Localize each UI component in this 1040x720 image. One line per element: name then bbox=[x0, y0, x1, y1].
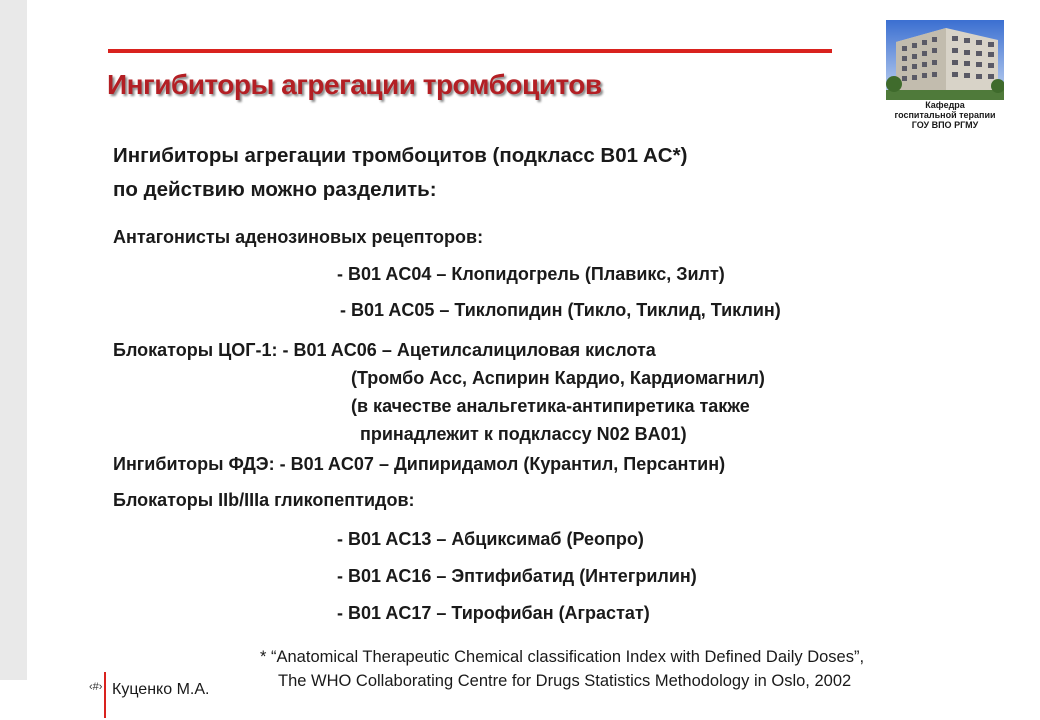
footnote-line: * “Anatomical Therapeutic Chemical classification Index with Defined Daily Doses”, bbox=[260, 648, 865, 666]
logo-caption bbox=[880, 100, 1010, 130]
gp-item: - B01 AC17 – Тирофибан (Аграстат) bbox=[337, 603, 650, 623]
author-name: Куценко М.А. bbox=[112, 681, 210, 698]
cox-line: (в качестве анальгетика-антипиретика также bbox=[351, 396, 750, 416]
adenosine-header: Антагонисты аденозиновых рецепторов: bbox=[113, 227, 484, 247]
left-margin-strip bbox=[0, 0, 27, 680]
adenosine-item: - B01 AC05 – Тиклопидин (Тикло, Тиклид, Тиклин) bbox=[340, 300, 781, 320]
footer-rule bbox=[104, 672, 106, 718]
slide-title: Ингибиторы агрегации тромбоцитов bbox=[107, 69, 602, 100]
cox-line: принадлежит к подклассу N02 BA01) bbox=[360, 424, 687, 444]
logo-caption-line: госпитальной терапии bbox=[894, 110, 996, 120]
title-top-rule bbox=[108, 49, 832, 53]
gp-item: - B01 AC16 – Эптифибатид (Интегрилин) bbox=[337, 566, 697, 586]
footnote-line: The WHO Collaborating Centre for Drugs Statistics Methodology in Oslo, 2002 bbox=[278, 672, 852, 690]
pde-line: Ингибиторы ФДЭ: - B01 AC07 – Дипиридамол (Курантил, Персантин) bbox=[113, 454, 726, 474]
cox-line: Блокаторы ЦОГ-1: - B01 AC06 – Ацетилсалициловая кислота bbox=[113, 340, 656, 360]
adenosine-item: - B01 AC04 – Клопидогрель (Плавикс, Зилт) bbox=[337, 264, 725, 284]
logo-caption-line: Кафедра bbox=[925, 100, 965, 110]
cox-line: (Тромбо Асс, Аспирин Кардио, Кардиомагнил) bbox=[351, 368, 765, 388]
department-logo bbox=[880, 20, 1010, 132]
hospital-building-icon bbox=[886, 20, 1004, 100]
intro-line: Ингибиторы агрегации тромбоцитов (подкласс B01 AC*) bbox=[113, 144, 688, 167]
gp-header: Блокаторы IIb/IIIa гликопептидов: bbox=[113, 490, 415, 510]
gp-item: - B01 AC13 – Абциксимаб (Реопро) bbox=[337, 529, 644, 549]
logo-caption-line: ГОУ ВПО РГМУ bbox=[911, 120, 979, 130]
slide-number: ‹#› bbox=[89, 681, 103, 693]
intro-line: по действию можно разделить: bbox=[113, 178, 437, 201]
